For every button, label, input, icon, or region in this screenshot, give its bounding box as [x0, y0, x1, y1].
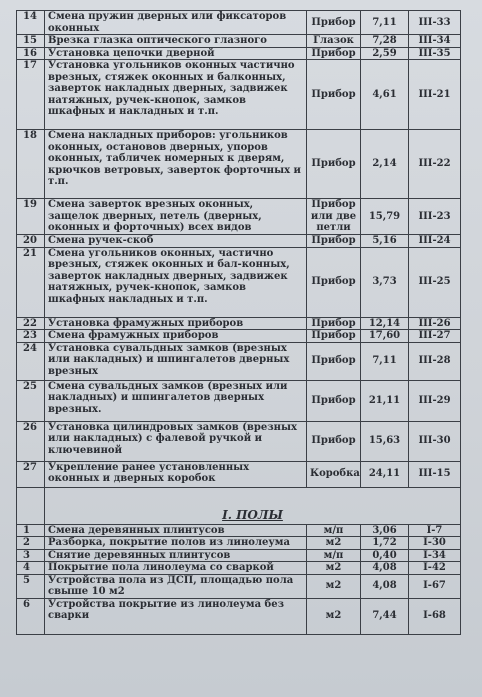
row-number: 2 — [17, 537, 45, 550]
row-code: III-22 — [409, 130, 461, 199]
row-unit: м2 — [307, 537, 361, 550]
row-value: 2,14 — [361, 130, 409, 199]
row-code: I-68 — [409, 598, 461, 634]
row-number: 4 — [17, 562, 45, 575]
row-description: Смена угольников оконных, частично врезных, стяжек оконных и бал-конных, заверток накладных дверных, задвижек натяжных, ручек-кнопок, замков шкафных накладных и т.п. — [45, 247, 307, 317]
row-unit: Коробка — [307, 461, 361, 487]
row-value: 7,28 — [361, 35, 409, 48]
row-unit: м/п — [307, 549, 361, 562]
row-value: 3,73 — [361, 247, 409, 317]
table-body-lower — [17, 524, 461, 634]
row-code: I-30 — [409, 537, 461, 550]
table-row — [17, 421, 461, 461]
row-unit: Прибор — [307, 380, 361, 421]
table-row — [17, 380, 461, 421]
row-number: 16 — [17, 47, 45, 60]
row-unit: Прибор — [307, 47, 361, 60]
row-number: 18 — [17, 130, 45, 199]
row-number: 21 — [17, 247, 45, 317]
row-description: Укрепление ранее установленных оконных и дверных коробок — [45, 461, 307, 487]
row-unit: м2 — [307, 562, 361, 575]
row-unit: Прибор — [307, 247, 361, 317]
row-value: 17,60 — [361, 330, 409, 343]
row-number: 24 — [17, 342, 45, 380]
row-code: III-33 — [409, 11, 461, 35]
row-code: III-25 — [409, 247, 461, 317]
row-unit: м2 — [307, 598, 361, 634]
table-row — [17, 199, 461, 235]
row-value: 4,08 — [361, 562, 409, 575]
table-row — [17, 60, 461, 130]
row-description: Смена ручек-скоб — [45, 235, 307, 248]
row-value: 5,16 — [361, 235, 409, 248]
row-code: III-34 — [409, 35, 461, 48]
row-value: 4,08 — [361, 574, 409, 598]
row-code: III-35 — [409, 47, 461, 60]
row-code: III-27 — [409, 330, 461, 343]
row-description: Врезка глазка оптического глазного — [45, 35, 307, 48]
row-value: 7,44 — [361, 598, 409, 634]
row-unit: Прибор — [307, 330, 361, 343]
row-unit: Прибор — [307, 60, 361, 130]
row-number: 14 — [17, 11, 45, 35]
row-description: Смена фрамужных приборов — [45, 330, 307, 343]
row-description: Разборка, покрытие полов из линолеума — [45, 537, 307, 550]
row-unit: м2 — [307, 574, 361, 598]
row-number: 22 — [17, 317, 45, 330]
row-value: 2,59 — [361, 47, 409, 60]
row-number: 20 — [17, 235, 45, 248]
row-number: 15 — [17, 35, 45, 48]
table-row — [17, 574, 461, 598]
row-description: Смена деревянных плинтусов — [45, 524, 307, 537]
price-table — [16, 10, 461, 635]
row-code: III-30 — [409, 421, 461, 461]
row-unit: Прибор — [307, 130, 361, 199]
table-body-upper — [17, 11, 461, 488]
row-unit: Прибор — [307, 342, 361, 380]
row-code: I-7 — [409, 524, 461, 537]
row-description: Смена накладных приборов: угольников оконных, остановов дверных, упоров оконных, табличек номерных к дверям, крючков ветровых, заверток форточных и т.п. — [45, 130, 307, 199]
row-code: I-34 — [409, 549, 461, 562]
table-row — [17, 549, 461, 562]
table-row — [17, 461, 461, 487]
table-row — [17, 235, 461, 248]
table-row — [17, 598, 461, 634]
row-value: 4,61 — [361, 60, 409, 130]
table-row — [17, 317, 461, 330]
section-header-body — [17, 487, 461, 524]
row-number: 6 — [17, 598, 45, 634]
row-description: Устройства пола из ДСП, площадью пола свыше 10 м2 — [45, 574, 307, 598]
row-code: III-26 — [409, 317, 461, 330]
row-description: Снятие деревянных плинтусов — [45, 549, 307, 562]
row-value: 24,11 — [361, 461, 409, 487]
row-description: Смена сувальдных замков (врезных или накладных) и шпингалетов дверных врезных. — [45, 380, 307, 421]
row-description: Установка цепочки дверной — [45, 47, 307, 60]
table-row — [17, 130, 461, 199]
table-row — [17, 537, 461, 550]
row-value: 7,11 — [361, 342, 409, 380]
row-unit: м/п — [307, 524, 361, 537]
row-description: Смена заверток врезных оконных, защелок дверных, петель (дверных, оконных и форточных) всех видов — [45, 199, 307, 235]
row-code: I-67 — [409, 574, 461, 598]
row-number: 3 — [17, 549, 45, 562]
row-unit: Прибор или две петли — [307, 199, 361, 235]
table-row — [17, 247, 461, 317]
table-row — [17, 562, 461, 575]
table-row — [17, 47, 461, 60]
row-number: 27 — [17, 461, 45, 487]
row-number: 5 — [17, 574, 45, 598]
row-unit: Прибор — [307, 317, 361, 330]
row-code: III-24 — [409, 235, 461, 248]
row-value: 1,72 — [361, 537, 409, 550]
row-code: III-29 — [409, 380, 461, 421]
row-description: Установка фрамужных приборов — [45, 317, 307, 330]
section-title: I. ПОЛЫ — [45, 487, 461, 524]
row-description: Смена пружин дверных или фиксаторов оконных — [45, 11, 307, 35]
table-row — [17, 35, 461, 48]
section-header-row — [17, 487, 461, 524]
row-value: 0,40 — [361, 549, 409, 562]
row-code: III-23 — [409, 199, 461, 235]
row-number: 26 — [17, 421, 45, 461]
row-number: 17 — [17, 60, 45, 130]
table-row — [17, 330, 461, 343]
row-number: 19 — [17, 199, 45, 235]
row-code: III-21 — [409, 60, 461, 130]
row-value: 21,11 — [361, 380, 409, 421]
row-description: Установка угольников оконных частично врезных, стяжек оконных и балконных, заверток накладных дверных, задвижек натяжных, ручек-кнопок, замков шкафных и накладных и т.п. — [45, 60, 307, 130]
row-unit: Прибор — [307, 11, 361, 35]
row-description: Покрытие пола линолеума со сваркой — [45, 562, 307, 575]
row-value: 15,63 — [361, 421, 409, 461]
row-number: 1 — [17, 524, 45, 537]
row-code: III-15 — [409, 461, 461, 487]
row-description: Установка сувальдных замков (врезных или накладных) и шпингалетов дверных врезных — [45, 342, 307, 380]
row-unit: Глазок — [307, 35, 361, 48]
row-value: 7,11 — [361, 11, 409, 35]
table-row — [17, 524, 461, 537]
row-number: 25 — [17, 380, 45, 421]
row-value: 15,79 — [361, 199, 409, 235]
row-code: I-42 — [409, 562, 461, 575]
table-row — [17, 342, 461, 380]
row-unit: Прибор — [307, 235, 361, 248]
table-row — [17, 11, 461, 35]
row-description: Устройства покрытие из линолеума без сварки — [45, 598, 307, 634]
row-code: III-28 — [409, 342, 461, 380]
row-description: Установка цилиндровых замков (врезных или накладных) с фалевой ручкой и ключевиной — [45, 421, 307, 461]
row-value: 3,06 — [361, 524, 409, 537]
row-unit: Прибор — [307, 421, 361, 461]
row-value: 12,14 — [361, 317, 409, 330]
row-number: 23 — [17, 330, 45, 343]
